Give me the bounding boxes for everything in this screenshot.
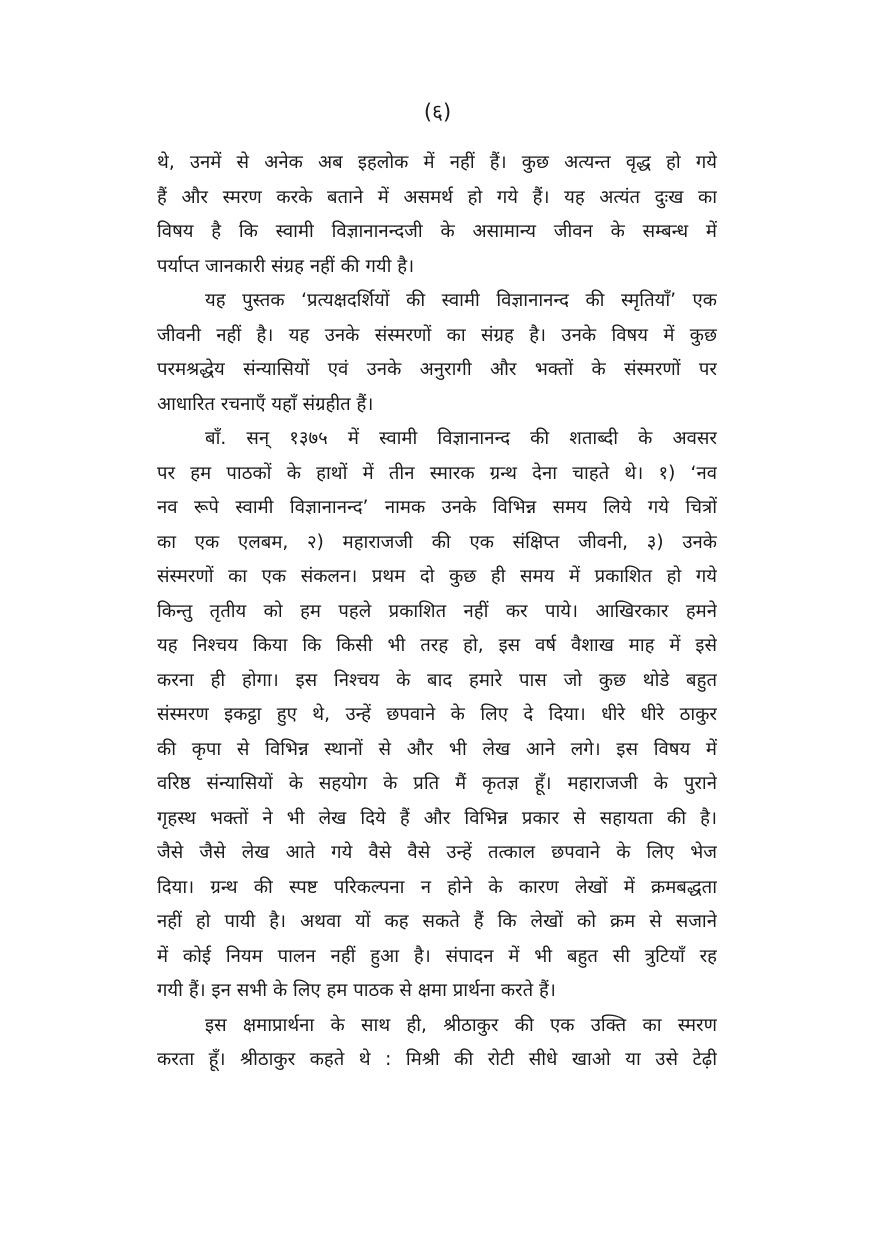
text-line: पर हम पाठकों के हाथों में तीन स्मारक ग्रन्थ देना चाहते थे। १) ‘नव <box>157 462 717 484</box>
text-line: संस्मरणों का एक संकलन। प्रथम दो कुछ ही समय में प्रकाशित हो गये <box>157 566 717 587</box>
text-line: पर्याप्त जानकारी संग्रह नहीं की गयी है। <box>157 255 415 277</box>
text-line: किन्तु तृतीय को हम पहले प्रकाशित नहीं कर पाये। आखिरकार हमने <box>157 600 717 622</box>
text-line: करना ही होगा। इस निश्चय के बाद हमारे पास जो कुछ थोडे बहुत <box>157 669 717 691</box>
text-line: गृहस्थ भक्तों ने भी लेख दिये हैं और विभिन्न प्रकार से सहायता की है। <box>157 807 717 829</box>
paragraph <box>157 422 717 1009</box>
text-line: नहीं हो पायी है। अथवा यों कह सकते हैं कि लेखों को क्रम से सजाने <box>157 911 717 932</box>
body-text <box>157 146 717 1078</box>
text-line: की कृपा से विभिन्न स्थानों से और भी लेख आने लगे। इस विषय में <box>157 738 717 760</box>
text-line: आधारित रचनाएँ यहाँ संग्रहीत हैं। <box>157 393 374 415</box>
text-line: वरिष्ठ संन्यासियों के सहयोग के प्रति मैं कृतज्ञ हूँ। महाराजजी के पुराने <box>157 773 717 794</box>
paragraph <box>157 284 717 422</box>
text-line: नव रूपे स्वामी विज्ञानानन्द’ नामक उनके विभिन्न समय लिये गये चित्रों <box>157 497 717 518</box>
text-line: जीवनी नहीं है। यह उनके संस्मरणों का संग्रह है। उनके विषय में कुछ <box>157 324 717 346</box>
paragraph <box>157 1009 717 1078</box>
text-line: यह निश्चय किया कि किसी भी तरह हो, इस वर्ष वैशाख माह में इसे <box>157 635 717 656</box>
text-line: में कोई नियम पालन नहीं हुआ है। संपादन में भी बहुत सी त्रुटियाँ रह <box>157 945 717 967</box>
text-line: का एक एलबम, २) महाराजजी की एक संक्षिप्त जीवनी, ३) उनके <box>157 531 717 553</box>
text-line: संस्मरण इकट्ठा हुए थे, उन्हें छपवाने के लिए दे दिया। धीरे धीरे ठाकुर <box>157 704 717 725</box>
page-number: (६) <box>423 100 452 124</box>
paragraph <box>157 146 717 284</box>
text-line: हैं और स्मरण करके बताने में असमर्थ हो गये हैं। यह अत्यंत दुःख का <box>157 186 717 208</box>
text-line: दिया। ग्रन्थ की स्पष्ट परिकल्पना न होने के कारण लेखों में क्रमबद्धता <box>157 876 717 898</box>
text-line: करता हूँ। श्रीठाकुर कहते थे : मिश्री की रोटी सीधे खाओ या उसे टेढ़ी <box>157 1049 717 1070</box>
text-line: यह पुस्तक ‘प्रत्यक्षदर्शियों की स्वामी विज्ञानानन्द की स्मृतियाँ’ एक <box>205 290 717 311</box>
text-line: जैसे जैसे लेख आते गये वैसे वैसे उन्हें तत्काल छपवाने के लिए भेज <box>157 842 717 863</box>
text-line: थे, उनमें से अनेक अब इहलोक में नहीं हैं। कुछ अत्यन्त वृद्ध हो गये <box>157 152 717 173</box>
text-line: बाँ. सन् १३७५ में स्वामी विज्ञानानन्द की शताब्दी के अवसर <box>205 428 717 449</box>
text-line: इस क्षमाप्रार्थना के साथ ही, श्रीठाकुर की एक उक्ति का स्मरण <box>205 1014 717 1036</box>
text-line: विषय है कि स्वामी विज्ञानानन्दजी के असामान्य जीवन के सम्बन्ध में <box>157 221 717 242</box>
text-line: गयी हैं। इन सभी के लिए हम पाठक से क्षमा प्रार्थना करते हैं। <box>157 980 556 1001</box>
text-line: परमश्रद्धेय संन्यासियों एवं उनके अनुरागी और भक्तों के संस्मरणों पर <box>157 359 717 380</box>
